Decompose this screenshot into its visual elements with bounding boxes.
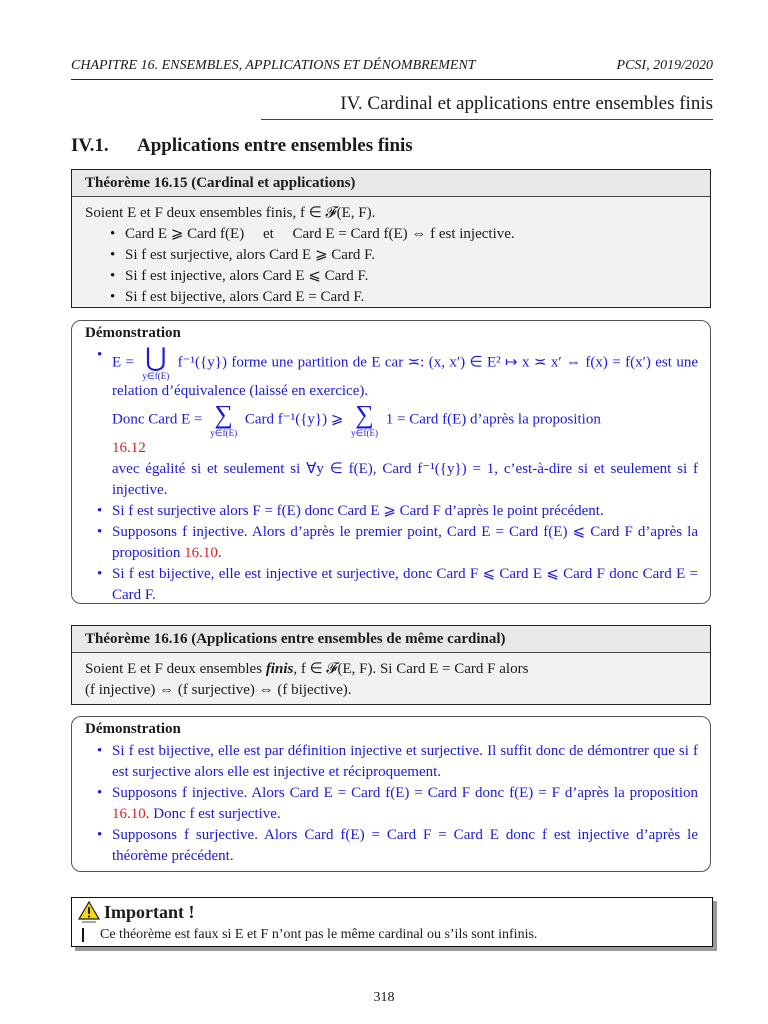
sum-subscript: y∈f(E) [351, 428, 378, 438]
proof-text: . [217, 545, 222, 561]
list-item: • Supposons f surjective. Alors Card f(E) = Card F = Card E donc f est injective d’après le théorème précédent. [112, 825, 698, 867]
theorem-text: Soient E et F deux ensembles [85, 661, 263, 677]
list-item: • Si f est bijective, elle est injective et surjective, donc Card F ⩽ Card E ⩽ Card F donc Card E = Card F. [112, 564, 698, 606]
list-item: • Si f est surjective alors F = f(E) donc Card E ⩾ Card F d’après le point précédent. [112, 501, 698, 522]
list-item: • Si f est injective, alors Card E ⩽ Card F. [125, 266, 698, 287]
proof-text: 1 = Card f(E) d’après la proposition [385, 411, 601, 428]
theorem-text: , f ∈ 𝓕(E, F). Si Card E = Card F alors [293, 661, 529, 677]
sum-symbol: ∑ [355, 400, 374, 429]
proof-text: . Donc f est surjective. [145, 806, 281, 822]
page-number: 318 [373, 990, 395, 1005]
proof-list [72, 345, 698, 606]
proof-list [72, 741, 698, 867]
proof-title: Démonstration [85, 325, 181, 341]
proof-text: Donc Card E = [112, 411, 203, 428]
union-operator [142, 345, 169, 381]
proof-text: Supposons f injective. Alors Card E = Card f(E) = Card F donc f(E) = F d’après la proposition [112, 785, 698, 801]
reference-link[interactable]: 16.12 [112, 440, 146, 456]
theorem-line [85, 659, 698, 680]
proof-body [72, 739, 710, 867]
proof-box-2 [71, 716, 711, 872]
list-item: • Si f est bijective, alors Card E = Card F. [125, 287, 698, 308]
list-item [112, 345, 698, 501]
important-title: Important ! [104, 902, 195, 922]
proof-text: E = [112, 354, 135, 371]
proof-text: avec égalité si et seulement si ∀y ∈ f(E), Card f⁻¹({y}) = 1, c’est-à-dire si et seulement si f injective. [112, 461, 698, 498]
reference-link[interactable]: 16.10 [184, 545, 218, 561]
proof-text: Supposons f injective. Alors d’après le premier point, Card E = Card f(E) ⩽ Card F d’après la proposition [112, 524, 698, 561]
list-item [112, 783, 698, 825]
list-item: • Card E ⩾ Card f(E) et Card E = Card f(E) ⇔ f est injective. [125, 224, 698, 245]
important-callout [71, 897, 713, 947]
theorem-intro: Soient E et F deux ensembles finis, f ∈ 𝓕(E, F). [85, 205, 376, 221]
warning-icon [78, 901, 100, 925]
union-subscript: y∈f(E) [142, 371, 170, 381]
course-label: PCSI, 2019/2020 [616, 58, 713, 73]
important-text: Ce théorème est faux si E et F n’ont pas le même cardinal ou s’ils sont infinis. [100, 927, 538, 942]
theorem-title: Théorème 16.16 (Applications entre ensembles de même cardinal) [72, 626, 710, 653]
list-item [112, 522, 698, 564]
theorem-body [72, 197, 710, 308]
theorem-list [85, 224, 698, 308]
sum-operator [351, 402, 378, 438]
sum-symbol: ∑ [214, 400, 233, 429]
theorem-emphasis: finis [265, 661, 294, 677]
list-item: • Si f est bijective, elle est par définition injective et surjective. Il suffit donc de démontrer que si f est surjective alors elle est injective et réciproquement. [112, 741, 698, 783]
section-title: IV. Cardinal et applications entre ensembles finis [340, 93, 713, 114]
sum-operator [210, 402, 237, 438]
list-item: • Si f est surjective, alors Card E ⩾ Card F. [125, 245, 698, 266]
theorem-16-15-box [71, 169, 711, 308]
sum-subscript: y∈f(E) [210, 428, 238, 438]
theorem-16-16-box [71, 625, 711, 705]
section-rule [261, 119, 713, 120]
subsection-title: Applications entre ensembles finis [137, 135, 413, 156]
union-symbol: ⋃ [145, 343, 167, 372]
reference-link[interactable]: 16.10 [112, 806, 146, 822]
theorem-line: (f injective) ⇔ (f surjective) ⇔ (f bijective). [85, 682, 352, 698]
theorem-body [72, 653, 710, 701]
proof-title: Démonstration [85, 721, 181, 737]
proof-box-1 [71, 320, 711, 604]
callout-bar [82, 928, 84, 942]
page-header [71, 57, 713, 80]
chapter-title: CHAPITRE 16. ENSEMBLES, APPLICATIONS ET DÉNOMBREMENT [71, 58, 476, 73]
subsection-number: IV.1. [71, 135, 109, 156]
subsection-heading [71, 135, 413, 157]
theorem-title: Théorème 16.15 (Cardinal et applications) [72, 170, 710, 197]
proof-body [72, 343, 710, 606]
proof-text: f⁻¹({y}) forme une partition de E car ≍: (x, x′) ∈ E² ↦ x ≍ x′ ⇔ f(x) = f(x′) est une relation d’équivalence (laissé en exercice). [112, 354, 698, 399]
proof-text: Card f⁻¹({y}) ⩾ [244, 411, 344, 428]
